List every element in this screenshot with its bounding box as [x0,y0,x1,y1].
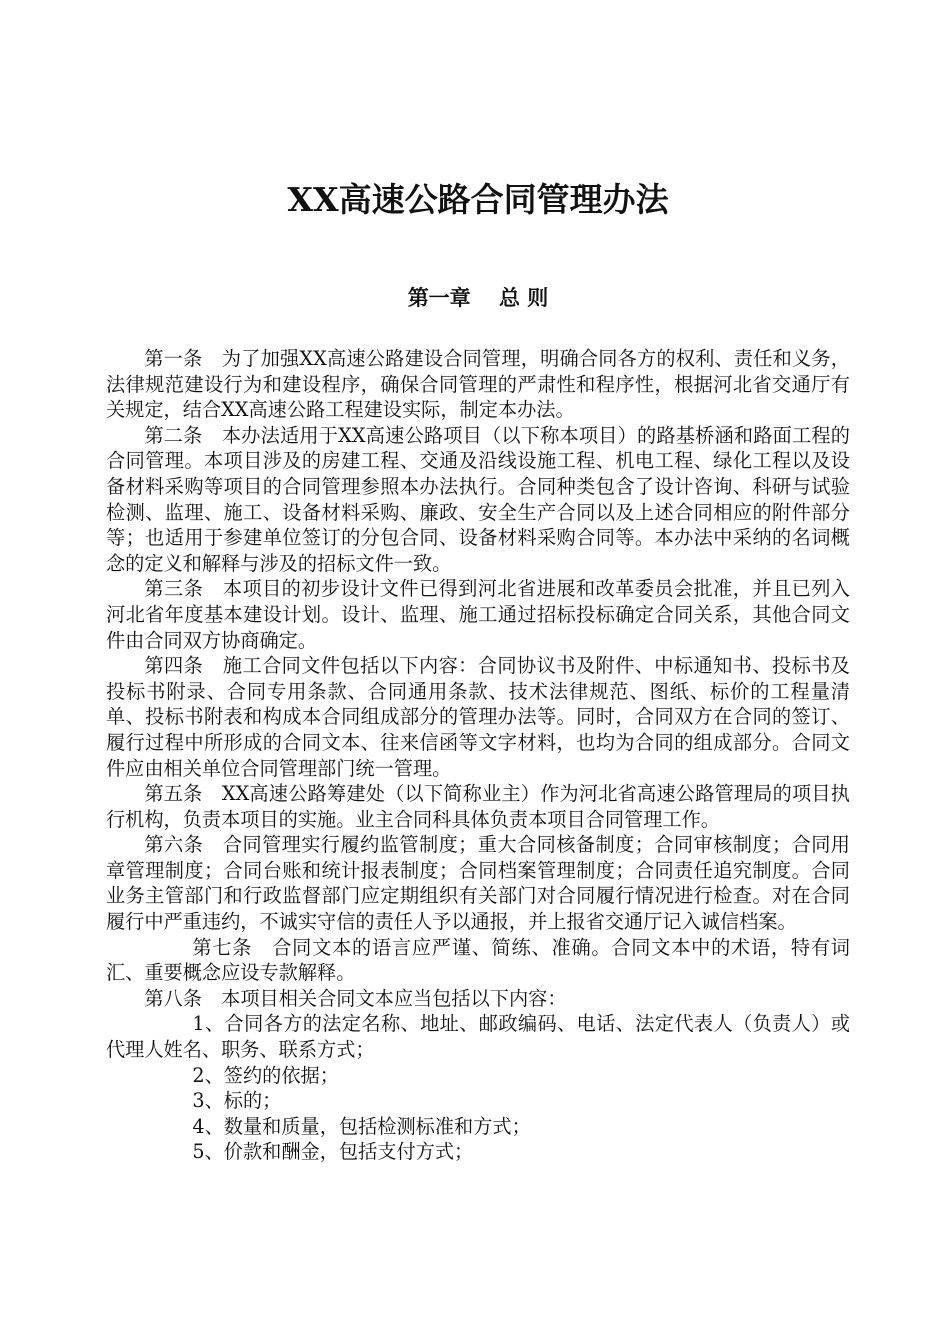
document-title: XX高速公路合同管理办法 [287,180,669,219]
list-item: 4、数量和质量，包括检测标准和方式； [192,1114,531,1138]
article-5: 第五条 XX高速公路筹建处（以下简称业主）作为河北省高速公路管理局的项目执行机构，负责本项目的实施。业主合同科具体负责本项目合同管理工作。 [106,782,850,831]
article-7: 第七条 合同文本的语言应严谨、简练、准确。合同文本中的术语，特有词汇、重要概念应设专款解释。 [106,935,850,985]
article-2: 第二条 本办法适用于XX高速公路项目（以下称本项目）的路基桥涵和路面工程的合同管理。本项目涉及的房建工程、交通及沿线设施工程、机电工程、绿化工程以及设备材料采购等项目的合同管理参照本办法执行。合同种类包含了设计咨询、科研与试验检测、监理、施工、设备材料采购、廉政、安全生产合同以及上述合同相应的附件部分等；也适用于参建单位签订的分包合同、设备材料采购合同等。本办法中采纳的名词概念的定义和解释与涉及的招标文件一致。 [106,423,850,575]
article-3: 第三条 本项目的初步设计文件已得到河北省进展和改革委员会批准，并且已列入河北省年度基本建设计划。设计、监理、施工通过招标投标确定合同关系，其他合同文件由合同双方协商确定。 [106,577,850,652]
document-body [106,346,850,1165]
article-1: 第一条 为了加强XX高速公路建设合同管理，明确合同各方的权利、责任和义务，法律规范建设行为和建设程序，确保合同管理的严肃性和程序性，根据河北省交通厅有关规定，结合XX高速公路工程建设实际，制定本办法。 [106,347,850,422]
chapter-heading: 第一章 总 则 [407,285,549,310]
article-4: 第四条 施工合同文件包括以下内容：合同协议书及附件、中标通知书、投标书及投标书附录、合同专用条款、合同通用条款、技术法律规范、图纸、标价的工程量清单、投标书附表和构成本合同组成部分的管理办法等。同时，合同双方在合同的签订、履行过程中所形成的合同文本、往来信函等文字材料，也均为合同的组成部分。合同文件应由相关单位合同管理部门统一管理。 [106,654,850,780]
list-item: 5、价款和酬金，包括支付方式； [192,1140,474,1164]
list-item: 1、合同各方的法定名称、地址、邮政编码、电话、法定代表人（负责人）或代理人姓名、职务、联系方式； [106,1012,850,1062]
article-8: 第八条 本项目相关合同文本应当包括以下内容： [144,986,567,1010]
list-item: 2、签约的依据； [192,1063,339,1087]
article-6: 第六条 合同管理实行履约监管制度；重大合同核备制度；合同审核制度；合同用章管理制度；合同台账和统计报表制度；合同档案管理制度；合同责任追究制度。合同业务主管部门和行政监督部门应定期组织有关部门对合同履行情况进行检查。对在合同履行中严重违约，不诚实守信的责任人予以通报，并上报省交通厅记入诚信档案。 [106,833,850,934]
list-item: 3、标的； [192,1089,282,1113]
